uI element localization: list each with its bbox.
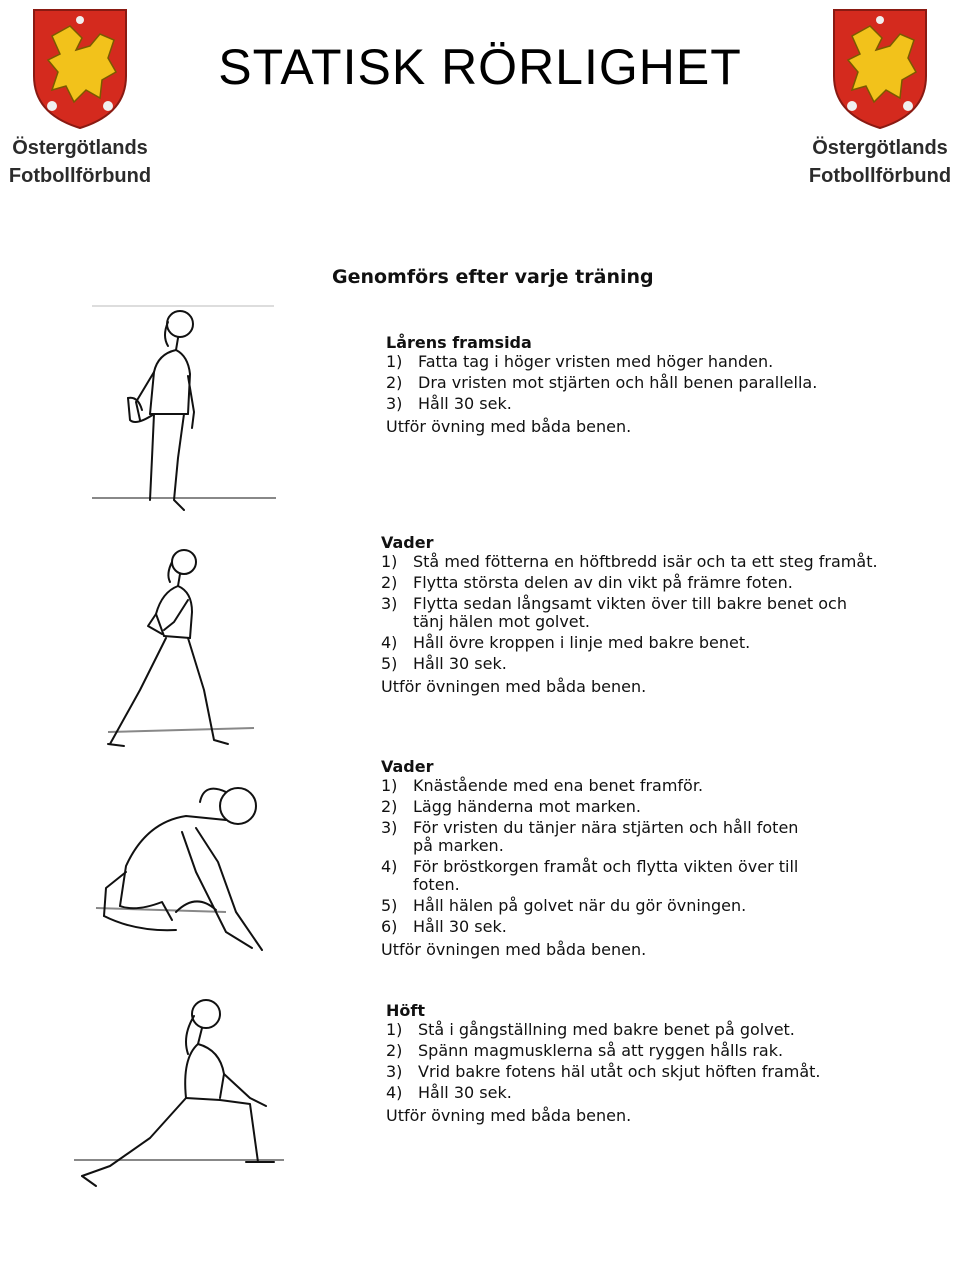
- step-number: 3): [381, 594, 398, 613]
- step-text: Stå i gångställning med bakre benet på golvet.: [418, 1020, 795, 1039]
- exercise-calf-kneeling: [381, 756, 821, 960]
- kneeling-calf-stretch-illustration: [76, 762, 276, 962]
- list-item: [381, 553, 881, 571]
- step-text: För vristen du tänjer nära stjärten och håll foten på marken.: [413, 818, 799, 855]
- step-text: Håll 30 sek.: [418, 394, 512, 413]
- step-number: 1): [381, 552, 398, 571]
- step-number: 5): [381, 654, 398, 673]
- list-item: [381, 897, 821, 915]
- step-number: 3): [381, 818, 398, 837]
- exercise-footer: Utför övningen med båda benen.: [381, 940, 647, 959]
- exercise-heading: Lårens framsida: [386, 333, 532, 352]
- step-text: Håll 30 sek.: [413, 917, 507, 936]
- org-name-line1: Östergötlands: [12, 137, 148, 159]
- list-item: [386, 353, 856, 371]
- step-text: Spänn magmusklerna så att ryggen hålls rak.: [418, 1041, 784, 1060]
- page-subtitle: Genomförs efter varje träning: [332, 266, 654, 288]
- exercise-hip: [386, 1000, 886, 1126]
- org-name-line2: Fotbollförbund: [8, 165, 152, 187]
- step-list: [381, 553, 881, 673]
- step-number: 2): [381, 797, 398, 816]
- step-text: För bröstkorgen framåt och flytta vikten över till foten.: [413, 857, 799, 894]
- list-item: [386, 1042, 886, 1060]
- step-text: Flytta sedan långsamt vikten över till bakre benet och tänj hälen mot golvet.: [413, 594, 847, 631]
- quad-stretch-illustration: [88, 302, 288, 524]
- step-number: 4): [381, 633, 398, 652]
- list-item: [381, 777, 821, 795]
- exercise-footer: Utför övningen med båda benen.: [381, 677, 647, 696]
- exercise-footer: Utför övning med båda benen.: [386, 417, 632, 436]
- step-text: Stå med fötterna en höftbredd isär och ta ett steg framåt.: [413, 552, 878, 571]
- step-text: Håll 30 sek.: [418, 1083, 512, 1102]
- step-text: Fatta tag i höger vristen med höger handen.: [418, 352, 774, 371]
- step-number: 2): [381, 573, 398, 592]
- step-number: 5): [381, 896, 398, 915]
- step-number: 2): [386, 373, 403, 392]
- org-name-line1: Östergötlands: [812, 137, 948, 159]
- list-item: [386, 395, 856, 413]
- list-item: [386, 1063, 886, 1081]
- exercise-calf-standing: [381, 532, 881, 697]
- step-number: 4): [386, 1083, 403, 1102]
- list-item: [381, 574, 881, 592]
- list-item: [381, 858, 821, 894]
- step-number: 4): [381, 857, 398, 876]
- step-number: 1): [386, 352, 403, 371]
- exercise-footer: Utför övning med båda benen.: [386, 1106, 632, 1125]
- list-item: [386, 1021, 886, 1039]
- exercise-quad: [386, 332, 856, 437]
- list-item: [381, 595, 881, 631]
- step-list: [386, 353, 856, 413]
- list-item: [381, 918, 821, 936]
- step-list: [386, 1021, 886, 1102]
- logo-right: [800, 6, 960, 188]
- step-list: [381, 777, 821, 936]
- exercise-heading: Vader: [381, 757, 434, 776]
- list-item: [381, 655, 881, 673]
- step-number: 1): [381, 776, 398, 795]
- list-item: [386, 1084, 886, 1102]
- exercise-heading: Vader: [381, 533, 434, 552]
- org-name-line2: Fotbollförbund: [808, 165, 952, 187]
- page-title: STATISK RÖRLIGHET: [218, 39, 742, 95]
- step-text: Knästående med ena benet framför.: [413, 776, 704, 795]
- step-text: Dra vristen mot stjärten och håll benen parallella.: [418, 373, 818, 392]
- step-number: 3): [386, 394, 403, 413]
- hip-stretch-illustration: [70, 988, 290, 1200]
- list-item: [381, 634, 881, 652]
- logo-left: [0, 6, 160, 188]
- list-item: [381, 798, 821, 816]
- step-text: Lägg händerna mot marken.: [413, 797, 641, 816]
- exercise-heading: Höft: [386, 1001, 425, 1020]
- step-number: 3): [386, 1062, 403, 1081]
- calf-stretch-illustration: [104, 540, 264, 750]
- list-item: [381, 819, 821, 855]
- step-text: Håll övre kroppen i linje med bakre benet.: [413, 633, 751, 652]
- step-text: Vrid bakre fotens häl utåt och skjut höften framåt.: [418, 1062, 821, 1081]
- step-text: Flytta största delen av din vikt på främre foten.: [413, 573, 793, 592]
- step-text: Håll 30 sek.: [413, 654, 507, 673]
- step-text: Håll hälen på golvet när du gör övningen.: [413, 896, 747, 915]
- step-number: 2): [386, 1041, 403, 1060]
- list-item: [386, 374, 856, 392]
- step-number: 1): [386, 1020, 403, 1039]
- step-number: 6): [381, 917, 398, 936]
